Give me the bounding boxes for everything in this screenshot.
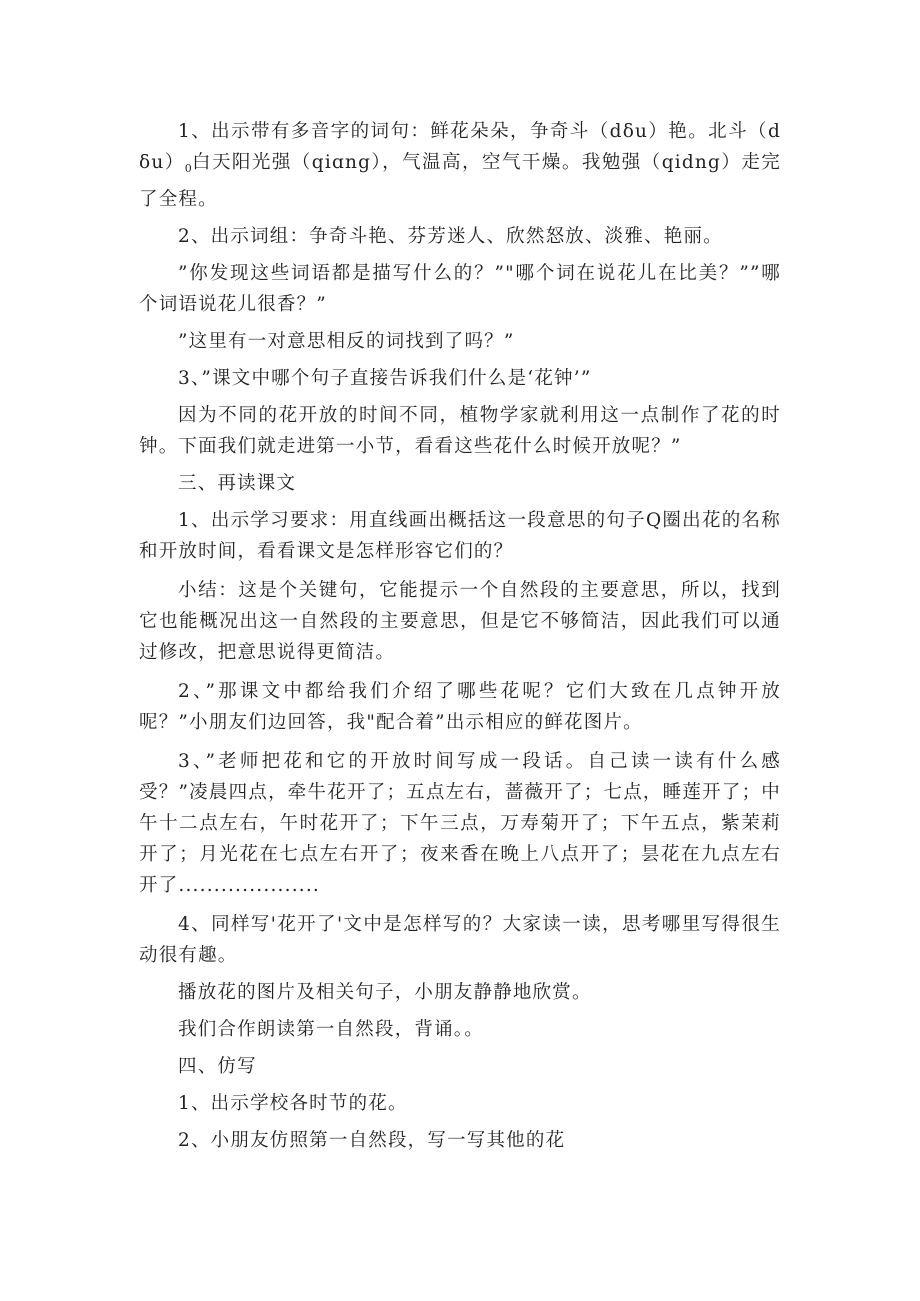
paragraph-summary: 小结：这是个关键句，它能提示一个自然段的主要意思，所以，找到它也能概况出这一自然段的主要意思，但是它不够简洁，因此我们可以通过修改，把意思说得更简洁。 [139, 580, 781, 663]
section-heading-imitation: 四、仿写 [178, 1056, 257, 1077]
paragraph-vivid-writing: 4、同样写'花开了'文中是怎样写的？大家读一读，思考哪里写得很生动很有趣。 [139, 914, 781, 966]
paragraph-explanation: 因为不同的花开放的时间不同，植物学家就利用这一点制作了花的时钟。下面我们就走进第一小节，看看这些花什么时候开放呢？” [139, 405, 781, 457]
paragraph-study-requirements: 1、出示学习要求：用直线画出概括这一段意思的句子Q圈出花的名称和开放时间，看看课文是怎样形容它们的？ [139, 510, 781, 562]
paragraph-read-aloud: 我们合作朗读第一自然段，背诵。。 [178, 1019, 484, 1040]
paragraph-text: 1、出示带有多音字的词句：鲜花朵朵，争奇斗（dδu）艳。北斗（dδu） [139, 121, 781, 173]
paragraph-question-flower-clock: 3、”课文中哪个句子直接告诉我们什么是‘花钟’” [178, 368, 592, 389]
paragraph-question-antonyms: ”这里有一对意思相反的词找到了吗？” [178, 331, 515, 352]
paragraph-show-flowers: 1、出示学校各时节的花。 [178, 1093, 408, 1114]
document-body [139, 116, 781, 1156]
paragraph-play-pictures: 播放花的图片及相关句子，小朋友静静地欣赏。 [178, 982, 592, 1003]
paragraph-question-words: ”你发现这些词语都是描写什么的？”"哪个词在说花儿在比美？””哪个词语说花儿很香？” [139, 263, 781, 315]
paragraph-flower-intro: 2、”那课文中都给我们介绍了哪些花呢？它们大致在几点钟开放呢？”小朋友们边回答，我"配合着”出示相应的鲜花图片。 [139, 681, 781, 733]
paragraph-text: 白天阳光强（qiɑng），气温高，空气干燥。我勉强（qidng）走完了全程。 [139, 152, 781, 210]
section-heading-reread: 三、再读课文 [178, 473, 297, 494]
paragraph-flower-times: 3、”老师把花和它的开放时间写成一段话。自己读一读有什么感受？”凌晨四点，牵牛花开了；五点左右，蔷薇开了；七点，睡莲开了；中午十二点左右，午时花开了；下午三点，万寿菊开了；下午五点，紫茉莉开了；月光花在七点左右开了；夜来香在晚上八点开了；昙花在九点左右开了.................... [139, 751, 781, 896]
paragraph-word-groups: 2、出示词组：争奇斗艳、芬芳迷人、欣然怒放、淡雅、艳丽。 [178, 226, 723, 247]
paragraph-imitate-writing: 2、小朋友仿照第一自然段，写一写其他的花 [178, 1130, 566, 1151]
subscript-marker: 0 [184, 162, 192, 175]
paragraph-polyphonic [139, 116, 781, 215]
